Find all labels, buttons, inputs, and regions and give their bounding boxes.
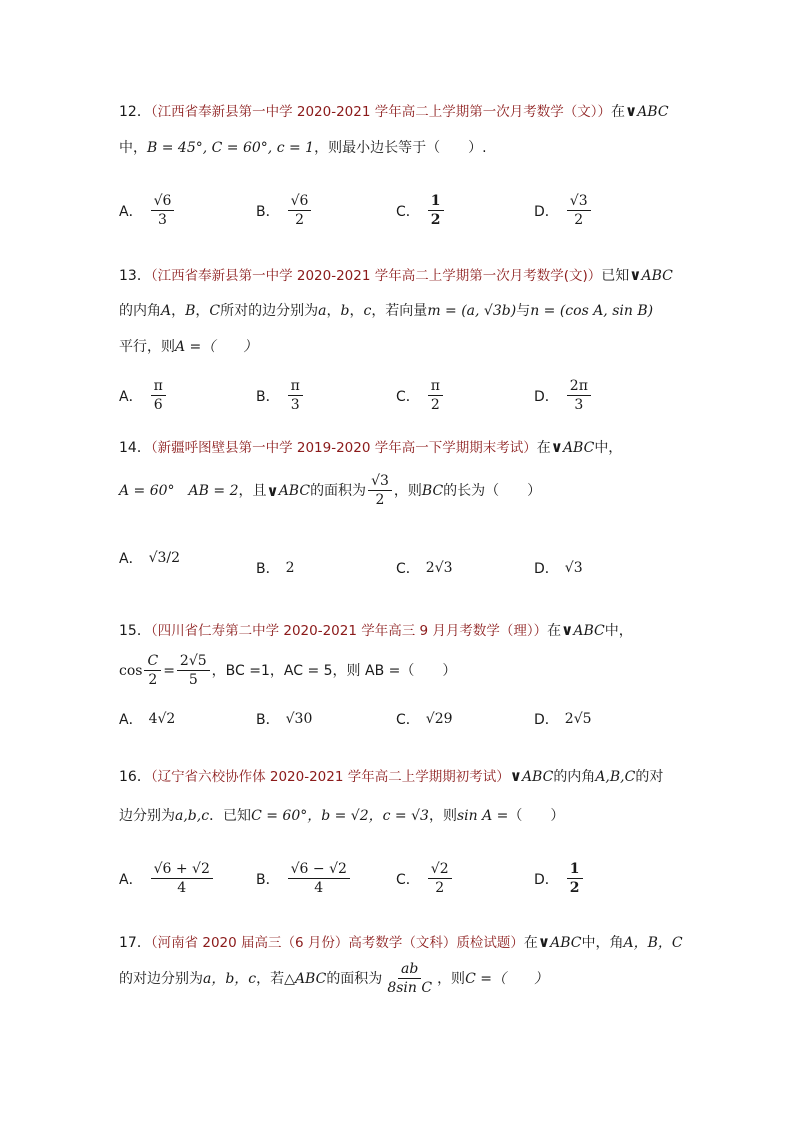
- option-d[interactable]: [534, 377, 593, 414]
- triangle-symbol: ∨: [625, 102, 638, 120]
- fraction: [151, 192, 175, 229]
- vector-m: m = (a, √3b): [427, 303, 517, 319]
- denominator: 2: [569, 880, 580, 896]
- option-a[interactable]: [119, 709, 175, 729]
- segment-bc: BC: [421, 482, 444, 499]
- stem-text: 在: [611, 104, 625, 120]
- stem-text: 平行，则: [119, 339, 175, 355]
- stem-text: 所对的边分别为: [220, 303, 319, 319]
- question-13-line-3: [119, 336, 257, 358]
- separator: ，: [326, 303, 341, 319]
- stem-text: 中，: [119, 140, 147, 156]
- numerator: π: [288, 377, 303, 396]
- option-label: C．: [396, 388, 420, 405]
- equals: =: [163, 662, 175, 679]
- option-value: √3: [564, 560, 583, 576]
- stem-text: （ ）: [508, 808, 565, 824]
- denominator: 2: [430, 212, 441, 228]
- question-16-line-2: [119, 805, 564, 827]
- stem-text: C =（ ）: [465, 970, 548, 987]
- stem-text: A =（ ）: [175, 339, 258, 355]
- denominator: 2: [295, 212, 304, 228]
- stem-text: 中，: [594, 440, 623, 456]
- question-number: 17．: [119, 935, 151, 951]
- option-value: 4√2: [148, 711, 176, 727]
- triangle-symbol: ∨: [537, 933, 551, 951]
- numerator: √6: [151, 192, 175, 211]
- side-a: a: [318, 303, 327, 319]
- angle-b: B: [185, 303, 196, 319]
- stem-text: 边分别为: [119, 808, 175, 824]
- triangle-name: ABC: [550, 935, 582, 951]
- fraction: [151, 377, 166, 414]
- fraction: [384, 960, 435, 997]
- fraction: [288, 192, 312, 229]
- fraction: [567, 860, 583, 897]
- question-14-line-2: [119, 472, 541, 509]
- option-value: √29: [425, 711, 453, 727]
- option-c[interactable]: [396, 860, 454, 897]
- option-label: B．: [256, 388, 280, 405]
- denominator: 2: [435, 880, 445, 896]
- denominator: 6: [153, 397, 163, 413]
- denominator: 2: [148, 672, 158, 688]
- separator: ，: [349, 303, 364, 319]
- option-label: D．: [534, 561, 559, 577]
- question-17-line-2: [119, 960, 548, 997]
- question-number: 15．: [119, 623, 151, 639]
- triangle-name: ABC: [637, 104, 669, 120]
- stem-text: 的长为（ ）: [443, 482, 542, 499]
- numerator: 2√5: [177, 652, 210, 671]
- triangle-name: ABC: [562, 440, 595, 456]
- stem-text: 中，角: [581, 935, 624, 951]
- question-number: 12．: [119, 104, 151, 120]
- question-number: 16．: [119, 769, 151, 785]
- option-d[interactable]: [534, 709, 592, 729]
- option-value: √30: [285, 711, 313, 727]
- denominator: 5: [188, 672, 198, 688]
- stem-text: ，则: [428, 808, 457, 824]
- option-c[interactable]: [396, 377, 445, 414]
- option-c[interactable]: [396, 709, 453, 729]
- denominator: 2: [574, 212, 584, 228]
- triangle-name: ABC: [294, 970, 327, 987]
- condition: C = 60°，b = √2，c = √3: [251, 808, 429, 824]
- option-label: A．: [119, 203, 143, 220]
- numerator: √6: [288, 192, 312, 211]
- sides: a，b，c: [203, 970, 257, 987]
- fraction: [288, 377, 303, 414]
- fraction: [151, 860, 213, 897]
- condition: A = 60° AB = 2: [119, 482, 239, 499]
- fraction: [428, 860, 452, 897]
- question-14-line-1: [119, 436, 622, 459]
- condition: B = 45°, C = 60°, c = 1: [147, 140, 315, 156]
- stem-text: ．已知: [209, 808, 252, 824]
- option-label: C．: [396, 712, 420, 728]
- stem-text: 的面积为: [326, 970, 383, 987]
- question-number: 14．: [119, 440, 151, 456]
- stem-text: ，若向量: [371, 303, 428, 319]
- option-label: D．: [534, 871, 559, 888]
- fraction: [288, 860, 350, 897]
- vector-n: n = (cos A, sin B): [530, 303, 654, 319]
- numerator: √6 + √2: [151, 860, 213, 879]
- option-d[interactable]: [534, 860, 585, 897]
- numerator: π: [151, 377, 166, 396]
- triangle-symbol: ∨: [629, 266, 642, 284]
- numerator: √6 − √2: [288, 860, 350, 879]
- question-13-line-2: [119, 300, 653, 322]
- option-value: 2: [285, 560, 295, 576]
- fraction: [567, 192, 591, 229]
- triangle-symbol: ∨: [561, 621, 574, 639]
- side-b: b: [340, 303, 350, 319]
- numerator: √3: [567, 192, 591, 211]
- triangle-name: ABC: [641, 268, 673, 284]
- fraction: [177, 652, 210, 689]
- option-a[interactable]: [119, 377, 168, 414]
- option-c[interactable]: [396, 192, 446, 229]
- stem-text: 与: [516, 303, 531, 319]
- option-label: A．: [119, 388, 143, 405]
- option-value: 2√3: [425, 560, 453, 576]
- numerator: 2π: [567, 377, 591, 396]
- option-b[interactable]: [256, 558, 295, 578]
- option-label: B．: [256, 203, 280, 220]
- triangle-symbol: ∨: [509, 767, 522, 785]
- question-source: （新疆呼图壁县第一中学 2019-2020 学年高一下学期期末考试）: [150, 440, 537, 456]
- stem-text: 在: [547, 623, 562, 639]
- cos-function: cos: [119, 662, 143, 679]
- denominator: 3: [290, 397, 300, 413]
- stem-text: ，则最小边长等于（ ）.: [314, 140, 487, 156]
- angles: A,B,C: [595, 769, 636, 785]
- option-value: √3/2: [148, 550, 181, 566]
- option-a[interactable]: [119, 192, 176, 229]
- denominator: 3: [158, 212, 167, 228]
- question-13-line-1: [119, 264, 673, 287]
- condition: ，BC =1，AC = 5，则 AB =（ ）: [211, 662, 457, 679]
- question-source: （河南省 2020 届高三（6 月份）高考数学（文科）质检试题）: [150, 935, 524, 951]
- question-12-line-1: [119, 100, 669, 123]
- separator: ，: [195, 303, 210, 319]
- option-label: C．: [396, 561, 420, 577]
- option-b[interactable]: [256, 709, 312, 729]
- option-label: D．: [534, 388, 559, 405]
- option-label: B．: [256, 871, 280, 888]
- question-15-line-2: [119, 652, 456, 689]
- fraction: [428, 192, 444, 229]
- numerator: √2: [428, 860, 452, 879]
- stem-text: 在: [523, 935, 538, 951]
- denominator: 2: [430, 397, 440, 413]
- question-12-line-2: [119, 137, 487, 159]
- stem-text: 中，: [604, 623, 633, 639]
- option-b[interactable]: [256, 377, 305, 414]
- triangle-name: ABC: [521, 769, 554, 785]
- numerator: 1: [567, 860, 583, 879]
- stem-text: 在: [536, 440, 551, 456]
- option-c[interactable]: [396, 558, 453, 578]
- fraction: [368, 472, 392, 509]
- stem-text: 的对边分别为: [119, 970, 203, 987]
- triangle-symbol: ∨: [266, 481, 279, 500]
- stem-text: 的面积为: [310, 482, 367, 499]
- stem-text: 的内角: [119, 303, 161, 319]
- option-d[interactable]: [534, 558, 583, 578]
- angles: A，B，C: [623, 935, 683, 951]
- option-label: A．: [119, 712, 143, 728]
- question-15-line-1: [119, 619, 633, 642]
- question-number: 13．: [119, 268, 151, 284]
- question-16-line-1: [119, 765, 663, 788]
- stem-text: ，则: [437, 970, 466, 987]
- numerator: ab: [398, 960, 421, 979]
- numerator: √3: [368, 472, 392, 491]
- option-b[interactable]: [256, 192, 313, 229]
- stem-text: ，则: [393, 482, 422, 499]
- option-label: A．: [119, 551, 143, 567]
- question-source: （辽宁省六校协作体 2020-2021 学年高二上学期期初考试）: [150, 769, 510, 785]
- option-label: D．: [534, 712, 559, 728]
- sides: a,b,c: [175, 808, 210, 824]
- option-label: C．: [396, 871, 420, 888]
- option-label: B．: [256, 712, 280, 728]
- triangle-symbol: △: [284, 970, 295, 987]
- option-label: D．: [534, 203, 559, 220]
- denominator: 4: [177, 880, 187, 896]
- denominator: 2: [375, 492, 385, 508]
- fraction: [428, 377, 443, 414]
- numerator: π: [428, 377, 443, 396]
- separator: ，: [171, 303, 186, 319]
- option-a[interactable]: [119, 548, 180, 568]
- stem-text: 已知: [601, 268, 630, 284]
- fraction: [567, 377, 591, 414]
- triangle-name: ABC: [278, 482, 311, 499]
- option-a[interactable]: [119, 860, 215, 897]
- fraction: [144, 652, 161, 689]
- denominator: 8sin C: [387, 980, 433, 996]
- option-label: C．: [396, 203, 420, 220]
- option-value: 2√5: [564, 711, 592, 727]
- question-source: （江西省奉新县第一中学 2020-2021 学年高二上学期第一次月考数学(文)）: [150, 268, 602, 284]
- angle-a: A: [161, 303, 172, 319]
- denominator: 3: [574, 397, 584, 413]
- question-source: （江西省奉新县第一中学 2020-2021 学年高二上学期第一次月考数学（文））: [150, 104, 611, 120]
- triangle-symbol: ∨: [550, 438, 563, 456]
- option-b[interactable]: [256, 860, 352, 897]
- stem-text: 的内角: [553, 769, 596, 785]
- denominator: 4: [314, 880, 324, 896]
- stem-text: ，且: [238, 482, 267, 499]
- question-17-line-1: [119, 931, 683, 954]
- side-c: c: [363, 303, 372, 319]
- triangle-name: ABC: [573, 623, 605, 639]
- option-label: A．: [119, 871, 143, 888]
- option-d[interactable]: [534, 192, 593, 229]
- option-label: B．: [256, 561, 280, 577]
- numerator: 1: [428, 192, 444, 211]
- question-source: （四川省仁寿第二中学 2020-2021 学年高三 9 月月考数学（理））: [150, 623, 548, 639]
- stem-text: ，若: [256, 970, 285, 987]
- angle-c: C: [209, 303, 221, 319]
- stem-text: 的对: [635, 769, 664, 785]
- sin-a: sin A =: [456, 808, 509, 824]
- numerator: C: [144, 652, 161, 671]
